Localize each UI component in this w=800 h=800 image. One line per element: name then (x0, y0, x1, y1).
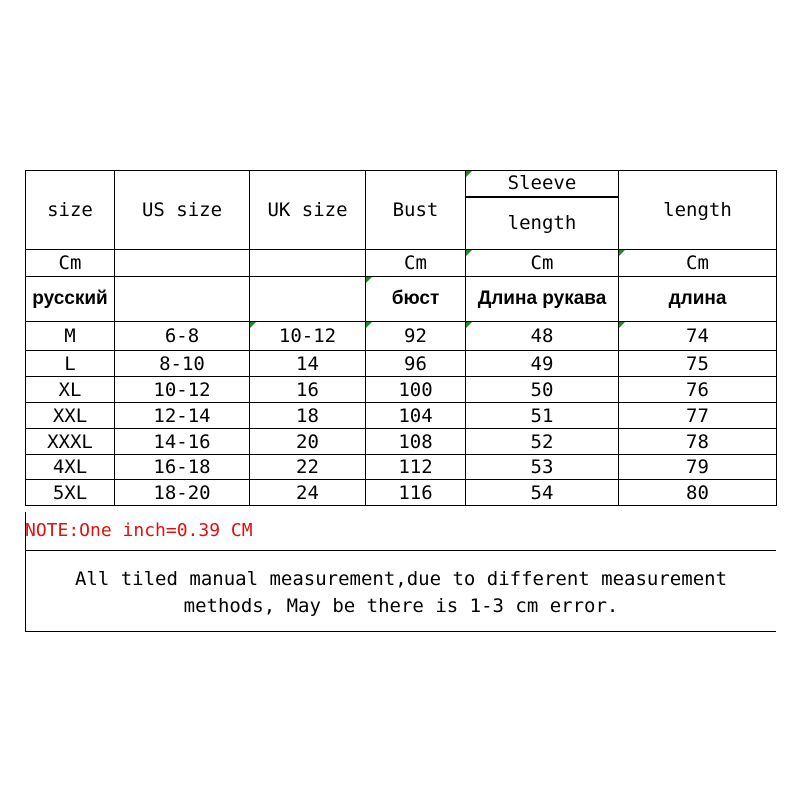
cell-us: 16-18 (115, 455, 250, 480)
cell-size: 5XL (26, 480, 115, 506)
disclaimer-line-2: methods, May be there is 1-3 cm error. (183, 595, 619, 617)
cell-size: 4XL (26, 455, 115, 480)
header-bust: Bust (366, 171, 466, 250)
disclaimer-line-1: All tiled manual measurement,due to different measurement (74, 568, 728, 590)
header-uk-size: UK size (250, 171, 366, 250)
table-row (26, 351, 777, 377)
cell-length: 74 (619, 322, 777, 351)
header-sleeve-bottom: length (466, 197, 619, 250)
cell-sleeve: 51 (466, 403, 619, 429)
cell-sleeve: 48 (466, 322, 619, 351)
ru-sleeve: Длина рукава (466, 277, 619, 322)
header-size: size (26, 171, 115, 250)
cell-uk: 14 (250, 351, 366, 377)
cell-bust: 116 (366, 480, 466, 506)
table-row (26, 322, 777, 351)
size-chart (25, 170, 776, 506)
disclaimer-box (25, 550, 776, 632)
table-row (26, 403, 777, 429)
cell-bust: 92 (366, 322, 466, 351)
cell-length: 75 (619, 351, 777, 377)
header-us-size: US size (115, 171, 250, 250)
table-row (26, 377, 777, 403)
unit-sleeve: Cm (466, 250, 619, 277)
cell-sleeve: 52 (466, 429, 619, 455)
cell-us: 12-14 (115, 403, 250, 429)
cell-sleeve: 54 (466, 480, 619, 506)
cell-bust: 96 (366, 351, 466, 377)
cell-size: XL (26, 377, 115, 403)
cell-length: 77 (619, 403, 777, 429)
ru-uk-empty (250, 277, 366, 322)
cell-us: 14-16 (115, 429, 250, 455)
cell-bust: 108 (366, 429, 466, 455)
cell-sleeve: 53 (466, 455, 619, 480)
cell-length: 78 (619, 429, 777, 455)
cell-us: 6-8 (115, 322, 250, 351)
unit-bust: Cm (366, 250, 466, 277)
cell-bust: 112 (366, 455, 466, 480)
table-row (26, 429, 777, 455)
cell-uk: 22 (250, 455, 366, 480)
ru-us-empty (115, 277, 250, 322)
cell-uk: 16 (250, 377, 366, 403)
cell-us: 10-12 (115, 377, 250, 403)
cell-uk: 18 (250, 403, 366, 429)
ru-size: русский (26, 277, 115, 322)
cell-sleeve: 49 (466, 351, 619, 377)
cell-size: XXL (26, 403, 115, 429)
cell-us: 8-10 (115, 351, 250, 377)
units-row (26, 250, 777, 277)
unit-length: Cm (619, 250, 777, 277)
header-row (26, 171, 777, 197)
unit-uk-empty (250, 250, 366, 277)
cell-size: L (26, 351, 115, 377)
unit-us-empty (115, 250, 250, 277)
ru-bust: бюст (366, 277, 466, 322)
cell-length: 80 (619, 480, 777, 506)
table-row (26, 455, 777, 480)
cell-size: XXXL (26, 429, 115, 455)
cell-sleeve: 50 (466, 377, 619, 403)
cell-uk: 20 (250, 429, 366, 455)
russian-row (26, 277, 777, 322)
cell-uk: 24 (250, 480, 366, 506)
cell-bust: 104 (366, 403, 466, 429)
size-table (25, 170, 777, 506)
cell-bust: 100 (366, 377, 466, 403)
cell-length: 79 (619, 455, 777, 480)
ru-length: длина (619, 277, 777, 322)
cell-us: 18-20 (115, 480, 250, 506)
unit-size: Cm (26, 250, 115, 277)
cell-length: 76 (619, 377, 777, 403)
table-row (26, 480, 777, 506)
cell-size: M (26, 322, 115, 351)
header-sleeve-top: Sleeve (466, 171, 619, 197)
note-text: NOTE:One inch=0.39 CM (25, 512, 776, 551)
header-length: length (619, 171, 777, 250)
cell-uk: 10-12 (250, 322, 366, 351)
